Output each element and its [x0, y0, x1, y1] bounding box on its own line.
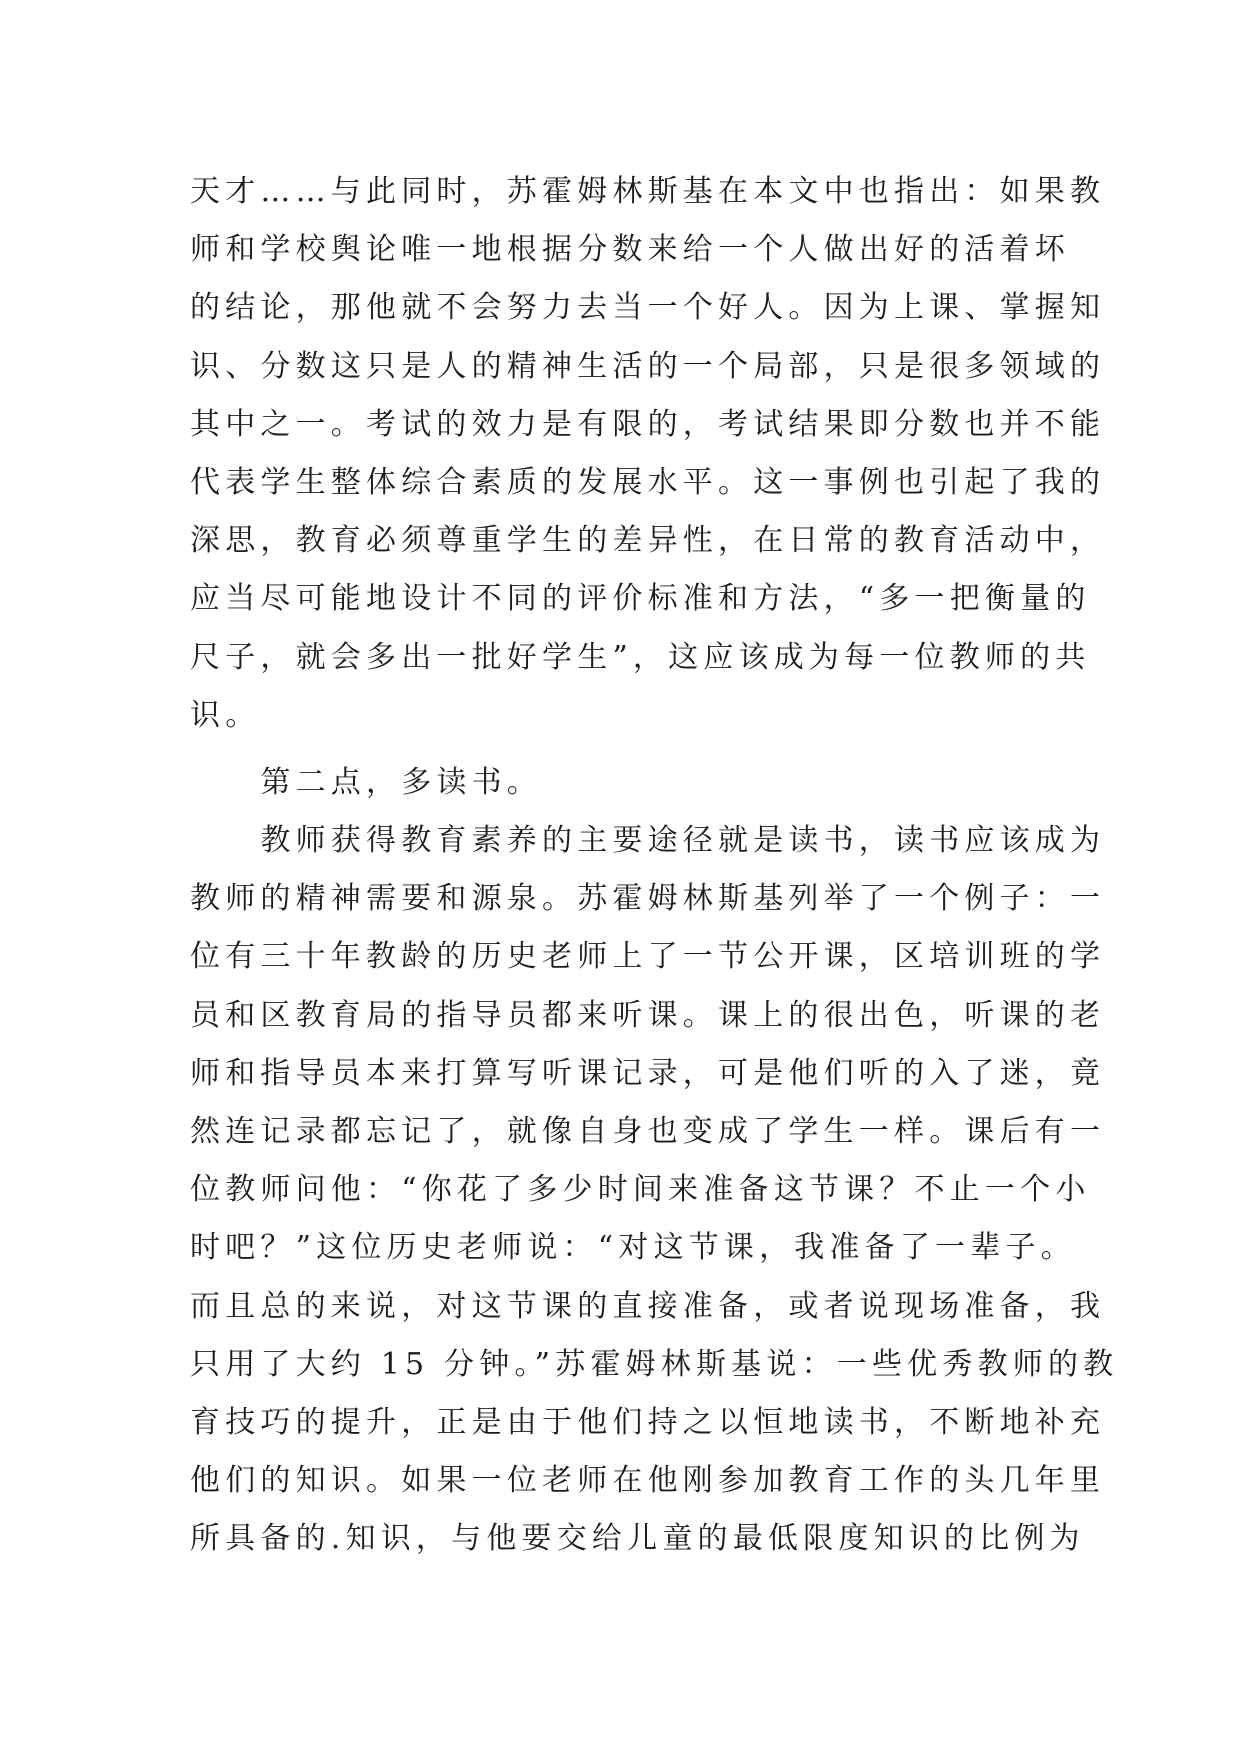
text-line: 代表学生整体综合素质的发展水平。这一事例也引起了我的	[190, 464, 1106, 500]
text-line: 教师的精神需要和源泉。苏霍姆林斯基列举了一个例子：一	[190, 881, 1106, 917]
text-line: 他们的知识。如果一位老师在他刚参加教育工作的头几年里	[190, 1463, 1106, 1499]
text-line: 尺子，就会多出一批好学生”，这应该成为每一位教师的共	[190, 639, 1091, 675]
text-line: 师和指导员本来打算写听课记录，可是他们听的入了迷，竟	[190, 1055, 1106, 1091]
text-line: 识、分数这只是人的精神生活的一个局部，只是很多领域的	[190, 348, 1106, 384]
body-text	[190, 163, 1119, 1569]
text-line: 教师获得教育素养的主要途径就是读书，读书应该成为	[190, 823, 1106, 859]
text-line: 其中之一。考试的效力是有限的，考试结果即分数也并不能	[190, 406, 1106, 442]
text-line: 应当尽可能地设计不同的评价标准和方法，“多一把衡量的	[190, 581, 1091, 617]
text-line: 时吧？”这位历史老师说：“对这节课，我准备了一辈子。	[190, 1230, 1076, 1266]
text-line: 育技巧的提升，正是由于他们持之以恒地读书，不断地补充	[190, 1404, 1106, 1440]
text-line: 然连记录都忘记了，就像自身也变成了学生一样。课后有一	[190, 1114, 1106, 1149]
text-line: 深思，教育必须尊重学生的差异性，在日常的教育活动中，	[190, 523, 1106, 559]
text-line: 位有三十年教龄的历史老师上了一节公开课，区培训班的学	[190, 939, 1106, 975]
text-line: 只用了大约 15 分钟。”苏霍姆林斯基说：一些优秀教师的教	[190, 1346, 1119, 1382]
text-line: 位教师问他：“你花了多少时间来准备这节课？不止一个小	[190, 1172, 1091, 1208]
section-heading-line: 第二点，多读书。	[190, 764, 542, 800]
text-line: 识。	[190, 697, 261, 733]
text-line: 而且总的来说，对这节课的直接准备，或者说现场准备，我	[190, 1288, 1106, 1324]
text-line: 所具备的.知识，与他要交给儿童的最低限度知识的比例为	[190, 1521, 1085, 1557]
text-line: 师和学校舆论唯一地根据分数来给一个人做出好的活着坏	[190, 232, 1070, 268]
text-line: 员和区教育局的指导员都来听课。课上的很出色，听课的老	[190, 997, 1106, 1033]
text-line: 的结论，那他就不会努力去当一个好人。因为上课、掌握知	[190, 290, 1106, 326]
text-line: 天才……与此同时，苏霍姆林斯基在本文中也指出：如果教	[190, 174, 1106, 209]
